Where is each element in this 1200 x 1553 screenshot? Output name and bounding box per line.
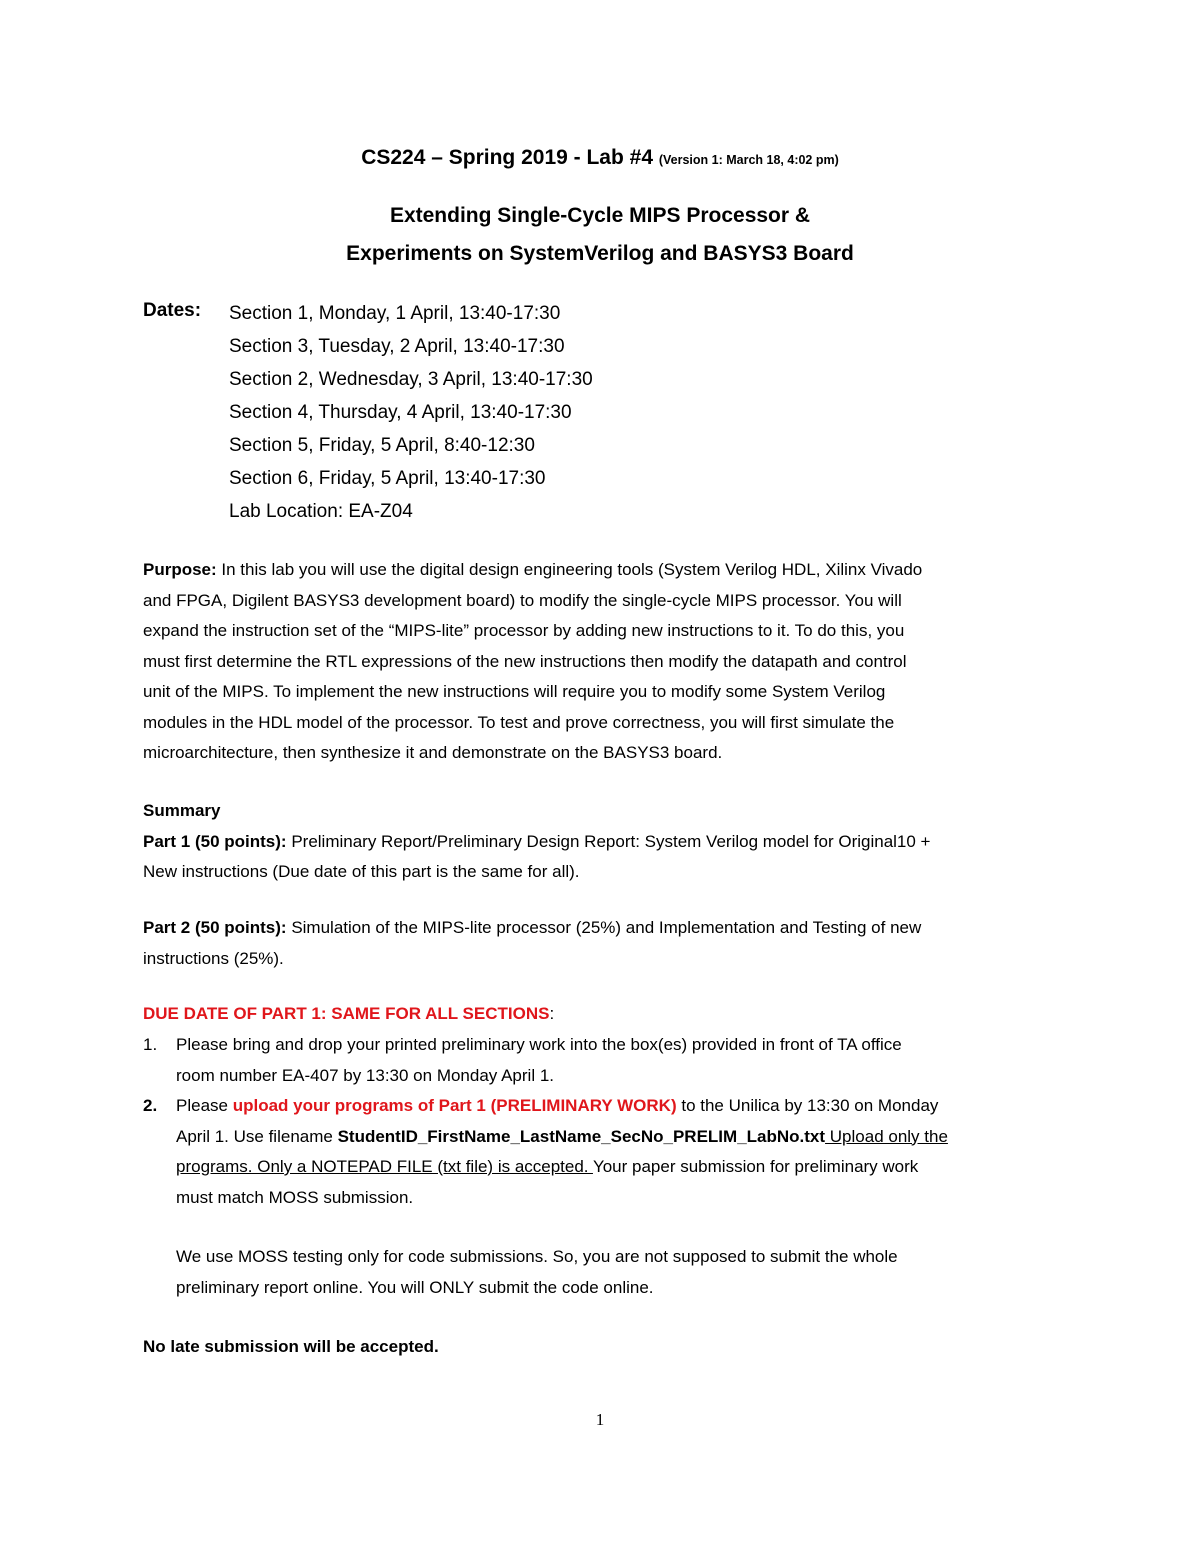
date-line: Section 3, Tuesday, 2 April, 13:40-17:30 xyxy=(229,336,565,357)
part2-line: instructions (25%). xyxy=(143,948,284,968)
filename-format: StudentID_FirstName_LastName_SecNo_PRELIM_LabNo.txt xyxy=(337,1126,826,1146)
list-number: 1. xyxy=(143,1035,158,1054)
purpose-line: microarchitecture, then synthesize it and demonstrate on the BASYS3 board. xyxy=(143,743,723,762)
purpose-line: expand the instruction set of the “MIPS-lite” processor by adding new instructions to it. To do this, you xyxy=(143,621,905,640)
purpose-paragraph xyxy=(143,555,1058,769)
date-line: Section 4, Thursday, 4 April, 13:40-17:30 xyxy=(229,402,572,423)
page-number: 1 xyxy=(595,1410,605,1429)
part1-line: New instructions (Due date of this part is the same for all). xyxy=(143,862,580,881)
moss-note: We use MOSS testing only for code submissions. So, you are not supposed to submit the whole preliminary report online. You will ONLY submit the code online. xyxy=(176,1247,898,1297)
date-line: Section 2, Wednesday, 3 April, 13:40-17:30 xyxy=(229,369,593,390)
lab-version-note: (Version 1: March 18, 4:02 pm) xyxy=(658,153,839,167)
part2-line: Part 2 (50 points): Simulation of the MIPS-lite processor (25%) and Implementation and Testing of new xyxy=(143,918,922,937)
late-submission-notice: No late submission will be accepted. xyxy=(143,1337,439,1356)
dates-list xyxy=(229,297,593,528)
date-line: Section 1, Monday, 1 April, 13:40-17:30 xyxy=(229,303,561,324)
lab-location: Lab Location: EA-Z04 xyxy=(229,501,413,522)
summary-section xyxy=(143,796,1058,888)
purpose-line: modules in the HDL model of the processor. To test and prove correctness, you will first simulate the xyxy=(143,712,895,732)
part1-label: Part 1 (50 points): xyxy=(143,831,287,851)
part1-line: Part 1 (50 points): Preliminary Report/Preliminary Design Report: System Verilog model for Original10 + xyxy=(143,831,931,851)
purpose-label: Purpose: xyxy=(143,560,217,579)
lab-subtitle-line-1: Extending Single-Cycle MIPS Processor & xyxy=(389,204,811,227)
upload-instruction-red: upload your programs of Part 1 (PRELIMINARY WORK) xyxy=(232,1096,677,1115)
part2-label: Part 2 (50 points): xyxy=(143,918,287,937)
list-item-text: Please bring and drop your printed preliminary work into the box(es) provided in front of TA office room number EA-407 by 13:30 on Monday April 1. xyxy=(176,1035,902,1085)
date-line: Section 5, Friday, 5 April, 8:40-12:30 xyxy=(229,435,535,456)
summary-heading: Summary xyxy=(143,801,221,820)
purpose-line: Purpose: In this lab you will use the digital design engineering tools (System Verilog HDL, Xilinx Vivado xyxy=(143,560,923,579)
purpose-line: unit of the MIPS. To implement the new instructions will require you to modify some System Verilog xyxy=(143,682,886,701)
list-number: 2. xyxy=(143,1096,158,1115)
dates-label: Dates: xyxy=(143,300,202,321)
lab-title xyxy=(0,146,1200,170)
purpose-line: must first determine the RTL expressions of the new instructions then modify the datapath and control xyxy=(143,651,907,671)
due-date-heading-red: DUE DATE OF PART 1: SAME FOR ALL SECTIONS xyxy=(143,1004,550,1023)
lab-subtitle-line-2: Experiments on SystemVerilog and BASYS3 Board xyxy=(346,242,854,265)
lab-title-main: CS224 – Spring 2019 - Lab #4 xyxy=(361,146,659,169)
list-item-text: Please upload your programs of Part 1 (PRELIMINARY WORK) to the Unilica by 13:30 on Monday April 1. Use filename StudentID_FirstName_LastName_SecNo_PRELIM_LabNo.txt Upload only the programs. Only a NOTEPAD FILE (txt file) is accepted. Your paper submission for preliminary work must match MOSS submission. xyxy=(176,1096,948,1207)
due-date-heading: DUE DATE OF PART 1: SAME FOR ALL SECTIONS: xyxy=(143,1004,555,1023)
part2-paragraph xyxy=(143,913,1058,974)
date-line: Section 6, Friday, 5 April, 13:40-17:30 xyxy=(229,468,546,489)
purpose-line: and FPGA, Digilent BASYS3 development board) to modify the single-cycle MIPS processor. You will xyxy=(143,590,902,610)
